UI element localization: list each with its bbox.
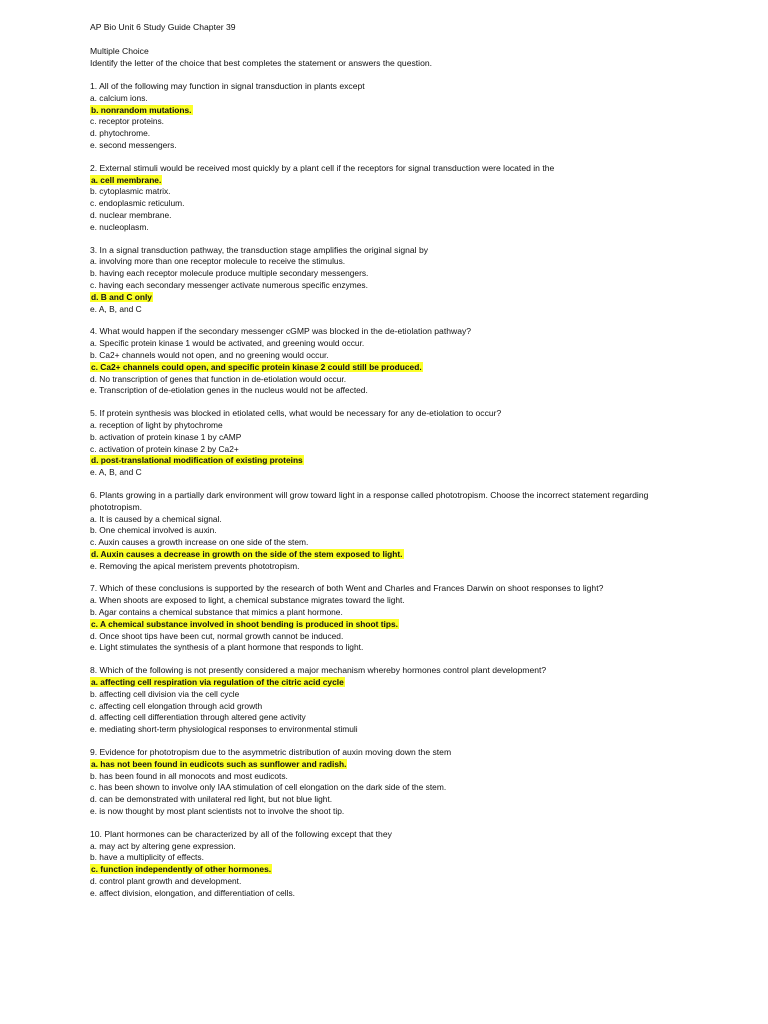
answer-option-text: e. nucleoplasm. <box>90 221 149 232</box>
question-stem: 8. Which of the following is not presently considered a major mechanism whereby hormones control plant development? <box>90 665 547 676</box>
answer-option-text: b. One chemical involved is auxin. <box>90 525 217 536</box>
answer-option <box>90 794 678 806</box>
answer-option <box>90 701 678 713</box>
answer-option <box>90 712 678 724</box>
answer-option <box>90 268 678 280</box>
answer-option <box>90 724 678 736</box>
instructions: Identify the letter of the choice that best completes the statement or answers the question. <box>90 58 433 68</box>
answer-option-text: a. may act by altering gene expression. <box>90 840 236 851</box>
answer-option <box>90 116 678 128</box>
answer-option <box>90 198 678 210</box>
question-stem: 3. In a signal transduction pathway, the transduction stage amplifies the original signal by <box>90 244 429 255</box>
answer-option <box>90 888 678 900</box>
answer-option <box>90 876 678 888</box>
answer-option <box>90 93 678 105</box>
answer-option <box>90 689 678 701</box>
question-2 <box>90 163 678 234</box>
question-stem: 1. All of the following may function in signal transduction in plants except <box>90 81 365 91</box>
answer-option-text: d. Once shoot tips have been cut, normal growth cannot be induced. <box>90 630 344 641</box>
question-4 <box>90 326 678 397</box>
answer-option-text: b. affecting cell division via the cell cycle <box>90 688 240 699</box>
question-stem: 2. External stimuli would be received most quickly by a plant cell if the receptors for signal transduction were located in the <box>90 162 555 173</box>
answer-option-correct <box>90 105 678 117</box>
answer-option-correct <box>90 292 678 304</box>
answer-option-text: d. control plant growth and development. <box>90 876 242 887</box>
answer-option-text: b. nonrandom mutations. <box>91 104 192 115</box>
answer-option <box>90 140 678 152</box>
answer-option-text: a. reception of light by phytochrome <box>90 419 223 430</box>
answer-option <box>90 525 678 537</box>
answer-option-text: a. has not been found in eudicots such as sunflower and radish. <box>91 758 347 769</box>
answer-option-text: e. A, B, and C <box>90 303 142 314</box>
answer-option-text: d. can be demonstrated with unilateral red light, but not blue light. <box>90 794 333 805</box>
answer-option <box>90 444 678 456</box>
answer-option <box>90 374 678 386</box>
answer-option-text: c. receptor proteins. <box>90 116 165 127</box>
answer-option-text: d. No transcription of genes that function in de-etiolation would occur. <box>90 373 347 384</box>
answer-option-text: e. mediating short-term physiological responses to environmental stimuli <box>90 724 358 735</box>
answer-option <box>90 420 678 432</box>
answer-option <box>90 841 678 853</box>
answer-option <box>90 467 678 479</box>
answer-option-text: c. endoplasmic reticulum. <box>90 198 185 209</box>
answer-option-text: e. Light stimulates the synthesis of a plant hormone that responds to light. <box>90 642 364 653</box>
answer-option-text: e. Removing the apical meristem prevents phototropism. <box>90 560 300 571</box>
answer-option <box>90 782 678 794</box>
question-10 <box>90 829 678 900</box>
answer-option <box>90 222 678 234</box>
answer-option-text: b. Agar contains a chemical substance that mimics a plant hormone. <box>90 607 343 618</box>
answer-option-text: b. Ca2+ channels would not open, and no greening would occur. <box>90 349 329 360</box>
answer-option-text: b. has been found in all monocots and most eudicots. <box>90 770 288 781</box>
document-title: AP Bio Unit 6 Study Guide Chapter 39 <box>90 22 236 32</box>
answer-option-text: d. nuclear membrane. <box>90 209 172 220</box>
answer-option-text: c. activation of protein kinase 2 by Ca2+ <box>90 443 239 454</box>
answer-option-text: d. Auxin causes a decrease in growth on the side of the stem exposed to light. <box>91 548 403 559</box>
answer-option <box>90 350 678 362</box>
answer-option-text: e. A, B, and C <box>90 467 142 478</box>
answer-option-text: a. It is caused by a chemical signal. <box>90 513 222 524</box>
section-heading: Multiple Choice <box>90 46 149 56</box>
answer-option-text: b. activation of protein kinase 1 by cAMP <box>90 431 242 442</box>
answer-option-correct <box>90 455 678 467</box>
answer-option <box>90 280 678 292</box>
answer-option <box>90 128 678 140</box>
answer-option-text: c. Auxin causes a growth increase on one side of the stem. <box>90 537 309 548</box>
answer-option-correct <box>90 759 678 771</box>
answer-option <box>90 256 678 268</box>
answer-option <box>90 595 678 607</box>
answer-option-text: a. affecting cell respiration via regulation of the citric acid cycle <box>91 677 344 688</box>
question-stem: 9. Evidence for phototropism due to the asymmetric distribution of auxin moving down the stem <box>90 747 452 758</box>
answer-option-text: e. Transcription of de-etiolation genes in the nucleus would not be affected. <box>90 385 368 396</box>
answer-option <box>90 806 678 818</box>
answer-option-text: b. having each receptor molecule produce multiple secondary messengers. <box>90 268 369 279</box>
question-stem: 5. If protein synthesis was blocked in etiolated cells, what would be necessary for any de-etiolation to occur? <box>90 408 502 419</box>
question-3 <box>90 245 678 316</box>
question-list <box>90 81 678 900</box>
answer-option <box>90 514 678 526</box>
answer-option-correct <box>90 677 678 689</box>
answer-option-text: d. B and C only <box>91 291 152 302</box>
answer-option-correct <box>90 175 678 187</box>
answer-option-text: a. When shoots are exposed to light, a chemical substance migrates toward the light. <box>90 595 405 606</box>
answer-option <box>90 186 678 198</box>
answer-option-text: c. function independently of other hormones. <box>91 864 272 875</box>
answer-option-text: b. have a multiplicity of effects. <box>90 852 204 863</box>
question-7 <box>90 583 678 654</box>
answer-option <box>90 210 678 222</box>
answer-option <box>90 607 678 619</box>
answer-option-text: c. Ca2+ channels could open, and specific protein kinase 2 could still be produced. <box>91 361 422 372</box>
question-stem: 10. Plant hormones can be characterized by all of the following except that they <box>90 828 392 839</box>
answer-option <box>90 537 678 549</box>
question-9 <box>90 747 678 818</box>
answer-option <box>90 642 678 654</box>
question-stem: 6. Plants growing in a partially dark environment will grow toward light in a response called phototropism. Choose the incorrect statement regarding phototropism. <box>90 489 649 512</box>
answer-option-correct <box>90 619 678 631</box>
question-1 <box>90 81 678 152</box>
answer-option <box>90 771 678 783</box>
answer-option-text: d. affecting cell differentiation through altered gene activity <box>90 712 306 723</box>
answer-option <box>90 304 678 316</box>
answer-option <box>90 385 678 397</box>
answer-option-text: e. is now thought by most plant scientists not to involve the shoot tip. <box>90 806 345 817</box>
answer-option-text: c. A chemical substance involved in shoot bending is produced in shoot tips. <box>91 618 398 629</box>
answer-option-text: a. cell membrane. <box>91 174 162 185</box>
answer-option-text: e. second messengers. <box>90 139 177 150</box>
answer-option-text: d. phytochrome. <box>90 128 151 139</box>
answer-option-text: c. having each secondary messenger activate numerous specific enzymes. <box>90 279 368 290</box>
answer-option-text: a. calcium ions. <box>90 92 148 103</box>
answer-option-text: c. has been shown to involve only IAA stimulation of cell elongation on the dark side of the stem. <box>90 782 447 793</box>
answer-option <box>90 338 678 350</box>
answer-option <box>90 852 678 864</box>
answer-option <box>90 432 678 444</box>
answer-option-text: c. affecting cell elongation through acid growth <box>90 700 263 711</box>
question-6 <box>90 490 678 573</box>
question-5 <box>90 408 678 479</box>
answer-option-text: a. involving more than one receptor molecule to receive the stimulus. <box>90 256 346 267</box>
answer-option-text: e. affect division, elongation, and differentiation of cells. <box>90 887 296 898</box>
answer-option-correct <box>90 362 678 374</box>
question-8 <box>90 665 678 736</box>
question-stem: 7. Which of these conclusions is supported by the research of both Went and Charles and Frances Darwin on shoot responses to light? <box>90 583 604 594</box>
answer-option-text: d. post-translational modification of existing proteins <box>91 455 303 466</box>
answer-option <box>90 631 678 643</box>
answer-option-text: b. cytoplasmic matrix. <box>90 186 171 197</box>
answer-option <box>90 561 678 573</box>
answer-option-text: a. Specific protein kinase 1 would be activated, and greening would occur. <box>90 338 365 349</box>
question-stem: 4. What would happen if the secondary messenger cGMP was blocked in the de-etiolation pathway? <box>90 326 472 337</box>
answer-option-correct <box>90 864 678 876</box>
answer-option-correct <box>90 549 678 561</box>
